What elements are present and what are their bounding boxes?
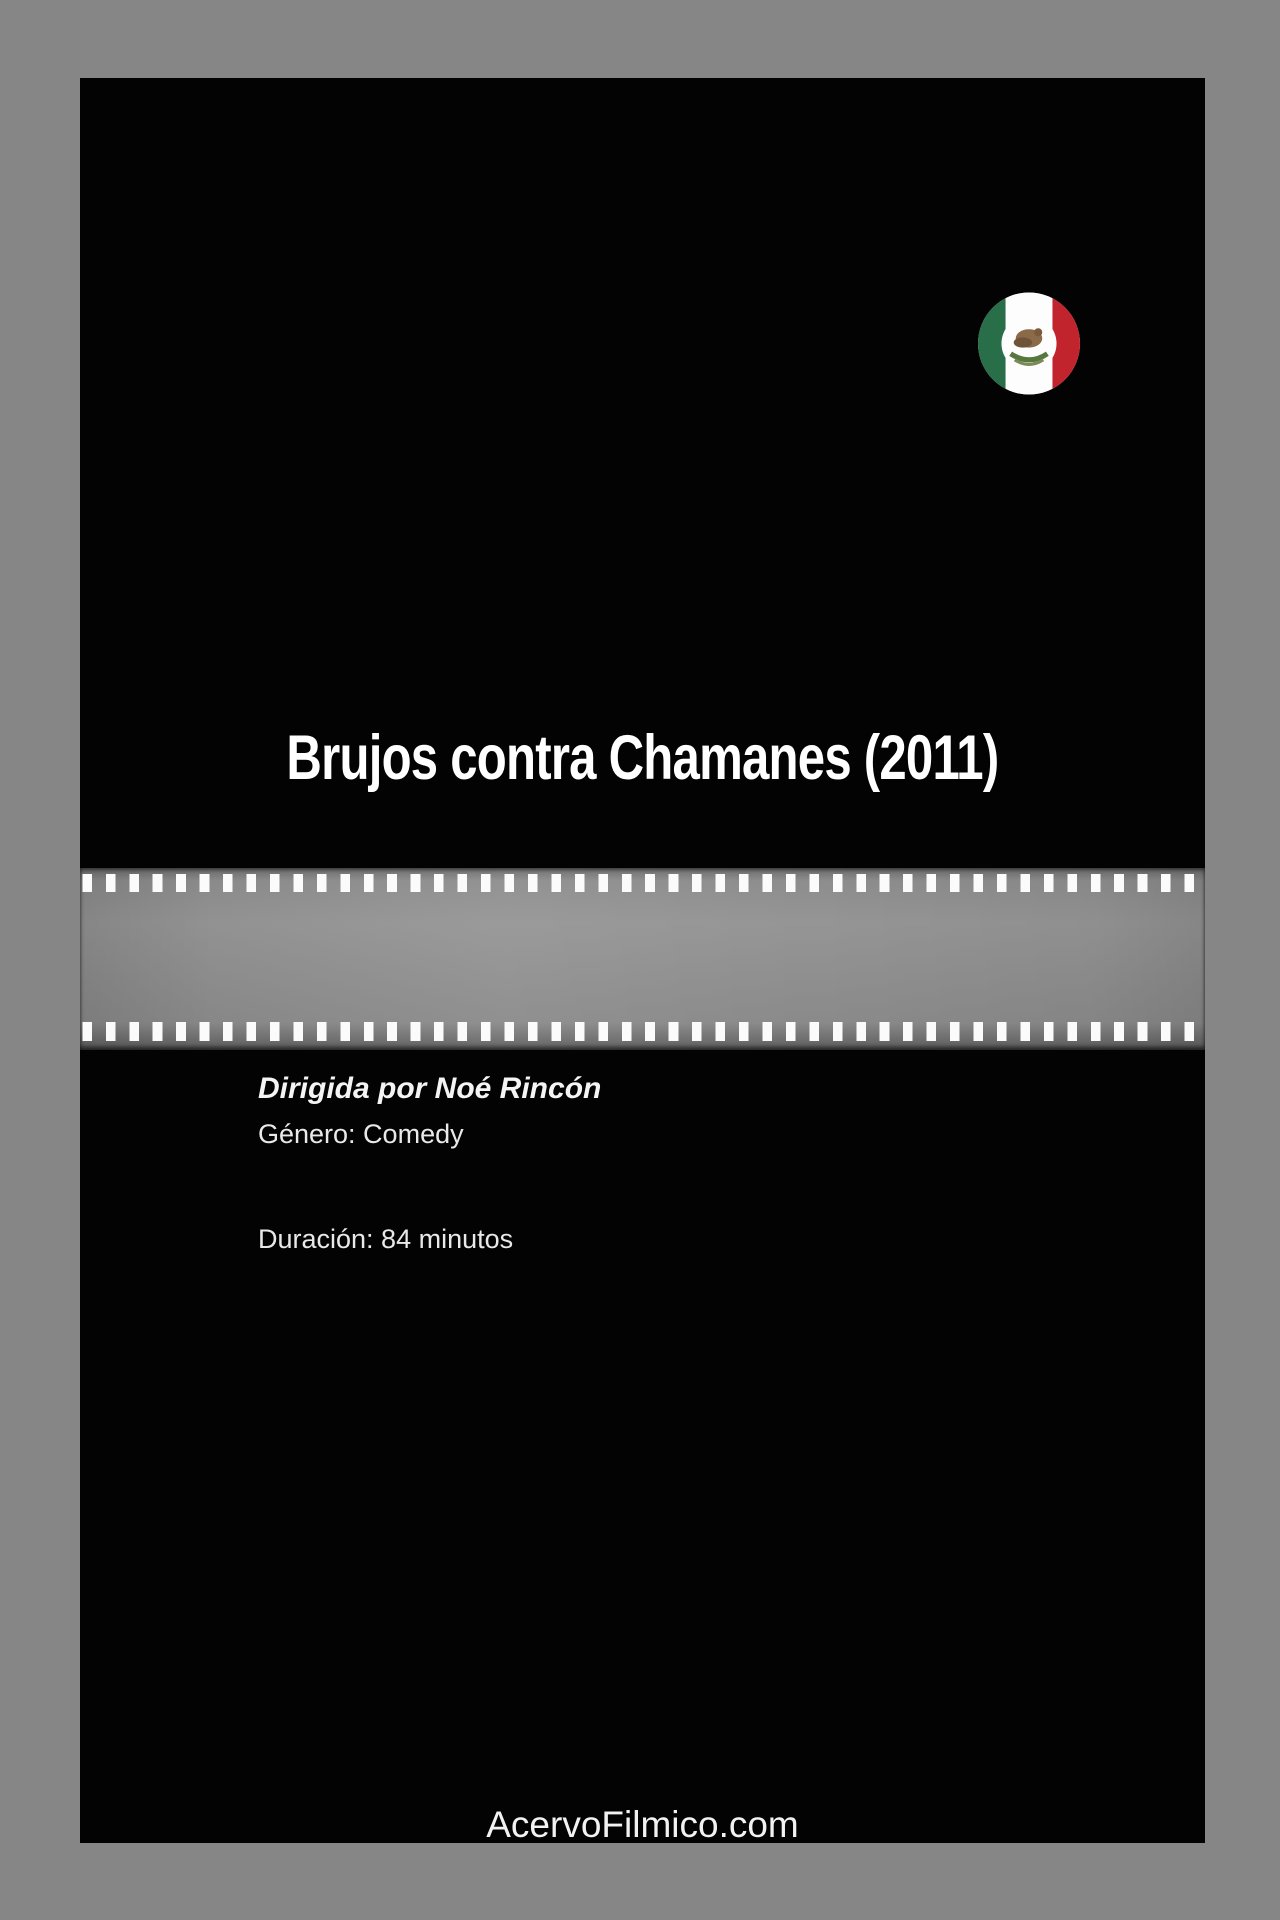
film-perforations-top	[80, 874, 1205, 892]
film-perforations-bottom	[80, 1022, 1205, 1041]
mexico-flag-icon	[978, 292, 1080, 395]
film-strip-decoration	[80, 868, 1205, 1050]
website-text: AcervoFilmico.com	[486, 1804, 799, 1843]
duration-line: Duración: 84 minutos	[258, 1224, 514, 1254]
director-line: Dirigida por Noé Rincón	[258, 1072, 602, 1105]
movie-poster	[80, 78, 1205, 1843]
movie-title: Brujos contra Chamanes (2011)	[286, 723, 999, 793]
genre-line: Género: Comedy	[258, 1119, 464, 1149]
title-row	[80, 723, 1205, 793]
